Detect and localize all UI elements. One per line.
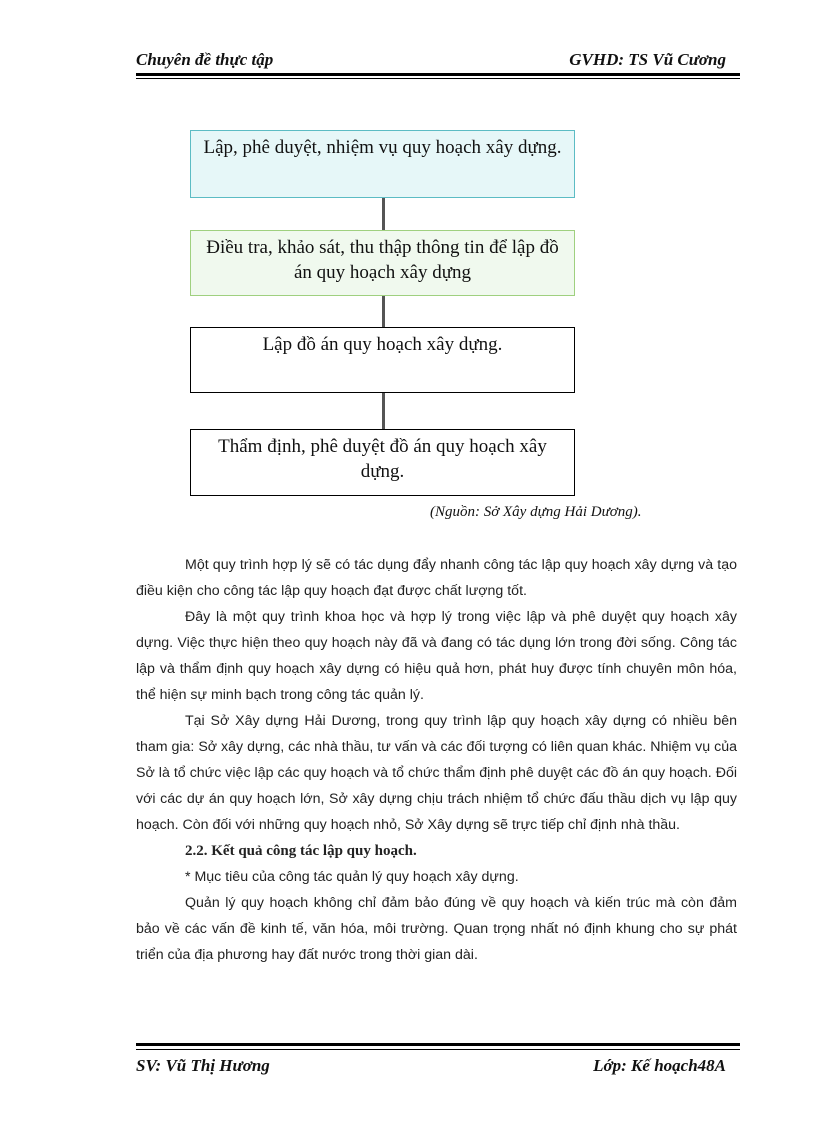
body-text — [136, 552, 737, 968]
footer-rule-thin — [136, 1049, 740, 1050]
figure-source: (Nguồn: Sở Xây dựng Hải Dương). — [430, 504, 642, 520]
flow-step-1: Lập, phê duyệt, nhiệm vụ quy hoạch xây dựng. — [190, 130, 575, 198]
flow-step-4: Thẩm định, phê duyệt đồ án quy hoạch xây dựng. — [190, 429, 575, 496]
paragraph-1: Một quy trình hợp lý sẽ có tác dụng đẩy nhanh công tác lập quy hoạch xây dựng và tạo điều kiện cho công tác lập quy hoạch đạt được chất lượng tốt. — [136, 557, 737, 599]
flow-step-2: Điều tra, khảo sát, thu thập thông tin để lập đồ án quy hoạch xây dựng — [190, 230, 575, 296]
header-rule-thin — [136, 78, 740, 79]
footer-rule-thick — [136, 1043, 740, 1046]
header-title: Chuyên đề thực tập — [136, 50, 274, 69]
paragraph-2: Đây là một quy trình khoa học và hợp lý trong việc lập và phê duyệt quy hoạch xây dựng. Việc thực hiện theo quy hoạch này đã và đang có tác dụng lớn trong đời sống. Công tác lập và thẩm định quy hoạch xây dựng có hiệu quả hơn, phát huy được tính chuyên môn hóa, thể hiện sự minh bạch trong công tác quản lý. — [136, 609, 737, 703]
paragraph-5: Quản lý quy hoạch không chỉ đảm bảo đúng về quy hoạch và kiến trúc mà còn đảm bảo về các vấn đề kinh tế, văn hóa, môi trường. Quan trọng nhất nó định khung cho sự phát triển của địa phương hay đất nước trong thời gian dài. — [136, 895, 737, 963]
header-rule-thick — [136, 73, 740, 76]
paragraph-3: Tại Sở Xây dựng Hải Dương, trong quy trình lập quy hoạch xây dựng có nhiều bên tham gia: Sở xây dựng, các nhà thầu, tư vấn và các đối tượng có liên quan khác. Nhiệm vụ của Sở là tổ chức việc lập các quy hoạch và tổ chức thẩm định phê duyệt các đồ án quy hoạch. Đối với các dự án quy hoạch lớn, Sở xây dựng chịu trách nhiệm tổ chức đấu thầu dịch vụ lập quy hoạch. Còn đối với những quy hoạch nhỏ, Sở Xây dựng sẽ trực tiếp chỉ định nhà thầu. — [136, 713, 737, 833]
page-header — [136, 50, 726, 72]
footer-class: Lớp: Kế hoạch48A — [593, 1056, 726, 1075]
flow-connector-1 — [382, 198, 385, 230]
flow-connector-3 — [382, 393, 385, 429]
footer-student: SV: Vũ Thị Hương — [136, 1056, 270, 1075]
flow-step-3: Lập đồ án quy hoạch xây dựng. — [190, 327, 575, 393]
header-supervisor: GVHD: TS Vũ Cương — [569, 50, 726, 69]
page-footer — [136, 1056, 726, 1078]
paragraph-4: * Mục tiêu của công tác quản lý quy hoạch xây dựng. — [185, 869, 519, 885]
flow-connector-2 — [382, 296, 385, 327]
section-heading: 2.2. Kết quả công tác lập quy hoạch. — [185, 843, 417, 859]
